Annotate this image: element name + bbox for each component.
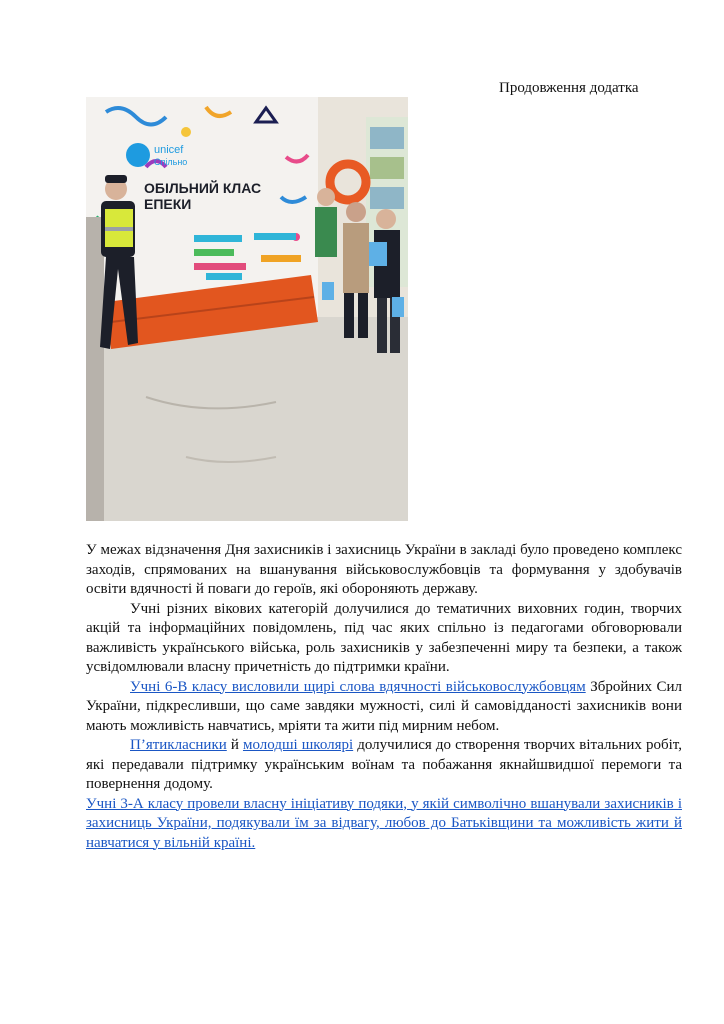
banner-title-2: ЕПЕКИ	[144, 196, 192, 212]
paragraph-4-text: долучилися до створення творчих вітальних робіт, які передавали підтримку українським воїнам та побажання якнайшвидшої перемоги та повернення додому.	[86, 737, 682, 792]
paragraph-4-conj: й	[226, 737, 243, 753]
paragraph-3-text: Збройних Сил України, підкресливши, що саме завдяки мужності, силі й самовідданості захисників вони мають можливість навчатись, мріяти та жити під мирним небом.	[86, 678, 682, 734]
paragraph-3	[86, 678, 682, 737]
article-body	[86, 541, 682, 853]
banner-title-1: ОБІЛЬНИЙ КЛАС	[144, 180, 262, 196]
paragraph-2: Учні різних вікових категорій долучилися до тематичних виховних годин, творчих акцій та інформаційних повідомлень, під час яких спільно із педагогами обговорювали важливість українського війська, роль захисників у забезпеченні миру та безпеки, а також усвідомлювали власну причетність до підтримки країни.	[86, 600, 682, 675]
event-photo	[86, 97, 408, 521]
banner-logo-sub: Спільно	[154, 157, 188, 167]
fifth-graders-link[interactable]: П’ятикласники	[130, 737, 227, 753]
paragraph-5	[86, 795, 682, 854]
paragraph-1: У межах відзначення Дня захисників і захисниць України в закладі було проведено комплекс заходів, спрямованих на вшанування військовослужбовців та формування у здобувачів освіти вдячності й поваги до героїв, які обороняють державу.	[86, 542, 682, 597]
banner-logo: unicef	[154, 144, 184, 156]
page-header-note: Продовження додатка	[499, 80, 639, 96]
class-3a-link[interactable]: Учні 3-А класу провели власну ініціативу подяки, у якій символічно вшанували захисників і захисниць України, подякували їм за відвагу, любов до Батьківщини та можливість жити й навчатися у вільній країні.	[86, 795, 682, 851]
class-6v-link[interactable]: Учні 6-В класу висловили щирі слова вдячності військовослужбовцям	[130, 678, 586, 695]
junior-students-link[interactable]: молодші школярі	[242, 737, 354, 753]
paragraph-4	[86, 736, 682, 795]
